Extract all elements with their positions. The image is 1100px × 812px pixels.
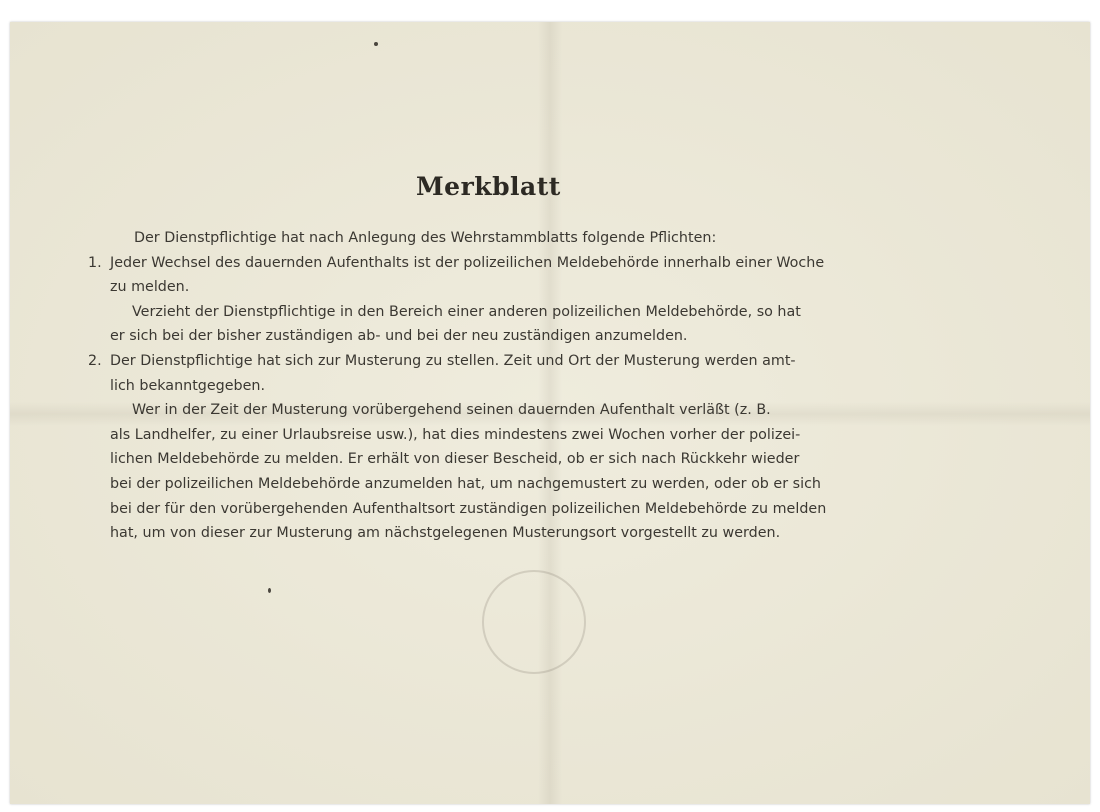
bleed-through-text bbox=[570, 114, 990, 140]
document-title: Merkblatt bbox=[416, 172, 561, 201]
list-number: 1. bbox=[88, 254, 102, 271]
item1-line2: zu melden. bbox=[110, 279, 190, 296]
ink-spot bbox=[374, 42, 378, 46]
item2-para-line3: lichen Meldebehörde zu melden. Er erhält von dieser Bescheid, ob er sich nach Rückkehr wieder bbox=[110, 451, 800, 468]
item2-line1: Der Dienstpflichtige hat sich zur Musterung zu stellen. Zeit und Ort der Musterung werden amt- bbox=[110, 352, 796, 369]
ink-spot bbox=[268, 588, 271, 593]
list-number: 2. bbox=[88, 352, 102, 369]
item2-para-line4: bei der polizeilichen Meldebehörde anzumelden hat, um nachgemustert zu werden, oder ob er sich bbox=[110, 475, 821, 492]
item2-para-line6: hat, um von dieser zur Musterung am nächstgelegenen Musterungsort vorgestellt zu werden. bbox=[110, 525, 781, 542]
item2-para-line1: Wer in der Zeit der Musterung vorübergehend seinen dauernden Aufenthalt verläßt (z. B. bbox=[132, 402, 771, 419]
item1-para-line1: Verzieht der Dienstpflichtige in den Bereich einer anderen polizeilichen Meldebehörde, so hat bbox=[132, 303, 801, 320]
item2-line2: lich bekanntgegeben. bbox=[110, 377, 266, 394]
document-sheet bbox=[10, 22, 1090, 804]
item1-para-line2: er sich bei der bisher zuständigen ab- und bei der neu zuständigen anzumelden. bbox=[110, 328, 688, 345]
item2-para-line5: bei der für den vorübergehenden Aufenthaltsort zuständigen polizeilichen Meldebehörde zu melden bbox=[110, 500, 827, 517]
item1-line1: Jeder Wechsel des dauernden Aufenthalts ist der polizeilichen Meldebehörde innerhalb einer Woche bbox=[110, 254, 825, 271]
document-body bbox=[88, 226, 880, 546]
list-item-2 bbox=[88, 349, 880, 546]
bleed-through-stamp bbox=[482, 570, 586, 674]
list-item-1 bbox=[88, 251, 880, 349]
item2-para-line2: als Landhelfer, zu einer Urlaubsreise usw.), hat dies mindestens zwei Wochen vorher der polizei- bbox=[110, 426, 801, 443]
intro-text: Der Dienstpflichtige hat nach Anlegung des Wehrstammblatts folgende Pflichten: bbox=[134, 230, 717, 246]
